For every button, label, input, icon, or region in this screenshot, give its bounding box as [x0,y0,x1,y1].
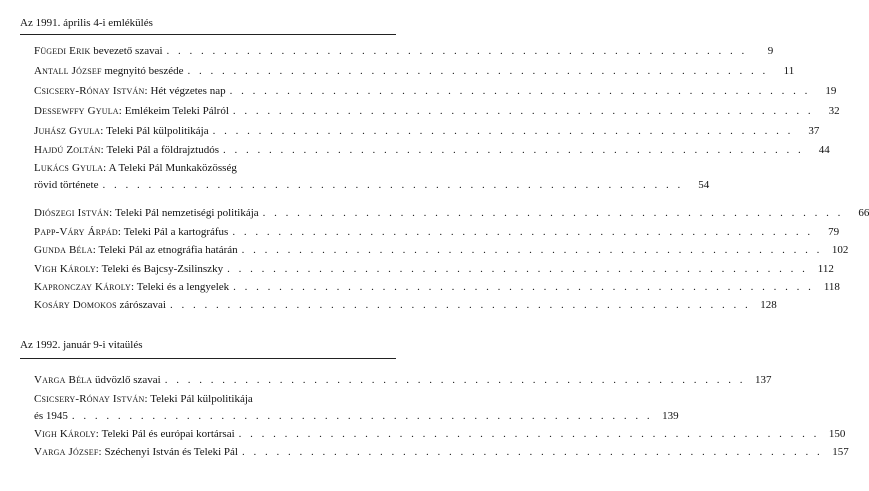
entry-title: megnyitó beszéde [104,65,184,77]
toc-entry [34,243,849,257]
leader-dots: . . . . . . . . . . . . . . . . . . . . . . . . . . . . . . . . . . . . . . . . . . . . . . . . . . . [232,105,814,117]
entry-page-number: 118 [823,281,840,293]
entry-title-continued: és 1945 [34,410,68,422]
toc-entry [34,104,840,118]
entry-author: Lukács Gyula: [34,162,107,174]
leader-dots: . . . . . . . . . . . . . . . . . . . . . . . . . . . . . . . . . . . . . . . . . . . . . . . . . . . [223,144,804,156]
entry-title: Teleki Pál az etnográfia határán [98,244,238,256]
entry-author: Kosáry Domokos [34,299,117,311]
toc-entry [34,427,846,441]
leader-dots: . . . . . . . . . . . . . . . . . . . . . . . . . . . . . . . . . . . . . . . . . . . . . . . . . . . [233,281,814,293]
toc-entry [34,225,840,239]
entry-title: zárószavai [119,299,166,311]
entry-page-number: 139 [662,410,679,422]
entry-page-number: 54 [698,179,710,191]
entry-title: Széchenyi István és Teleki Pál [104,446,238,458]
entry-page-number: 19 [825,85,837,97]
entry-title: Teleki Pál és európai kortársai [101,428,235,440]
leader-dots: . . . . . . . . . . . . . . . . . . . . . . . . . . . . . . . . . . . . . . . . . . . . . . . . . . . [102,179,684,191]
leader-dots: . . . . . . . . . . . . . . . . . . . . . . . . . . . . . . . . . . . . . . . . . . . . . . . . . . . [212,125,794,137]
entry-page-number: 157 [832,446,849,458]
entry-author: Csicsery-Rónay István: [34,393,148,405]
entry-author: Dessewffy Gyula: [34,105,123,117]
entry-author: Papp-Váry Árpád: [34,226,122,238]
section-2-heading: Az 1992. január 9-i vitaülés [20,339,143,351]
entry-page-number: 44 [818,144,830,156]
entry-title: üdvözlő szavai [95,374,161,386]
entry-author: Diószegi István: [34,207,113,219]
entry-title: Teleki és Bajcsy-Zsilinszky [101,263,224,275]
entry-page-number: 150 [828,428,846,440]
entry-author: Hajdú Zoltán: [34,144,104,156]
entry-page-number: 66 [858,207,869,219]
leader-dots: . . . . . . . . . . . . . . . . . . . . . . . . . . . . . . . . . . . . . . . . . . . . . . . . . . . [166,45,748,57]
leader-dots: . . . . . . . . . . . . . . . . . . . . . . . . . . . . . . . . . . . . . . . . . . . . . . . . . . . [232,226,814,238]
toc-entry [34,161,710,192]
entry-author: Varga Béla [34,374,93,386]
entry-page-number: 37 [808,125,820,137]
entry-author: Csicsery-Rónay István: [34,85,148,97]
leader-dots: . . . . . . . . . . . . . . . . . . . . . . . . . . . . . . . . . . . . . . . . . . . . . . . . . . . [164,374,746,386]
toc-entry [34,206,869,220]
entry-title: bevezető szavai [93,45,163,57]
toc-entry [34,373,772,387]
entry-author: Kapronczay Károly: [34,281,135,293]
entry-title: Teleki és a lengyelek [136,281,230,293]
toc-entry [34,280,840,294]
entry-author: Antall József [34,65,102,77]
section-1-heading: Az 1991. április 4-i emlékülés [20,17,153,29]
leader-dots: . . . . . . . . . . . . . . . . . . . . . . . . . . . . . . . . . . . . . . . . . . . . . . . . . . . [241,446,823,458]
leader-dots: . . . . . . . . . . . . . . . . . . . . . . . . . . . . . . . . . . . . . . . . . . . . . . . . . . . [238,428,820,440]
entry-page-number: 9 [767,45,774,57]
toc-entry [34,298,777,312]
entry-page-number: 137 [754,374,772,386]
leader-dots: . . . . . . . . . . . . . . . . . . . . . . . . . . . . . . . . . . . . . . . . . . . . . . . . . . . [169,299,751,311]
entry-title: Teleki Pál külpolitikája [150,393,253,405]
entry-author: Juhász Gyula: [34,125,104,137]
toc-entry [34,143,830,157]
entry-page-number: 11 [783,65,795,77]
entry-author: Fügedi Erik [34,45,91,57]
entry-title: A Teleki Pál Munkaközösség [108,162,237,174]
entry-page-number: 79 [828,226,840,238]
entry-title-continued: rövid története [34,179,99,191]
toc-entry [34,262,834,276]
entry-page-number: 32 [828,105,840,117]
entry-title: Teleki Pál a földrajztudós [106,144,220,156]
leader-dots: . . . . . . . . . . . . . . . . . . . . . . . . . . . . . . . . . . . . . . . . . . . . . . . . . . . [71,410,653,422]
entry-title: Emlékeim Teleki Pálról [124,105,229,117]
entry-author: Varga József: [34,446,102,458]
entry-page-number: 102 [831,244,849,256]
leader-dots: . . . . . . . . . . . . . . . . . . . . . . . . . . . . . . . . . . . . . . . . . . . . . . . . . . . [187,65,769,77]
toc-entry [34,392,679,423]
leader-dots: . . . . . . . . . . . . . . . . . . . . . . . . . . . . . . . . . . . . . . . . . . . . . . . . . . . [227,263,808,275]
toc-entry [34,124,820,138]
section-2-rule [20,358,396,359]
toc-entry [34,44,774,58]
entry-title: Hét végzetes nap [150,85,226,97]
entry-title: Teleki Pál a kartográfus [123,226,229,238]
leader-dots: . . . . . . . . . . . . . . . . . . . . . . . . . . . . . . . . . . . . . . . . . . . . . . . . . . . [229,85,811,97]
entry-page-number: 112 [817,263,834,275]
entry-title: Teleki Pál külpolitikája [106,125,209,137]
toc-entry [34,64,795,78]
entry-page-number: 128 [760,299,777,311]
section-1-rule [20,34,396,35]
leader-dots: . . . . . . . . . . . . . . . . . . . . . . . . . . . . . . . . . . . . . . . . . . . . . . . . . . . [241,244,823,256]
entry-author: Vigh Károly: [34,263,100,275]
entry-title: Teleki Pál nemzetiségi politikája [114,207,259,219]
entry-author: Gunda Béla: [34,244,96,256]
toc-entry [34,84,837,98]
toc-entry [34,445,849,459]
entry-author: Vigh Károly: [34,428,100,440]
leader-dots: . . . . . . . . . . . . . . . . . . . . . . . . . . . . . . . . . . . . . . . . . . . . . . . . . . . [262,207,844,219]
